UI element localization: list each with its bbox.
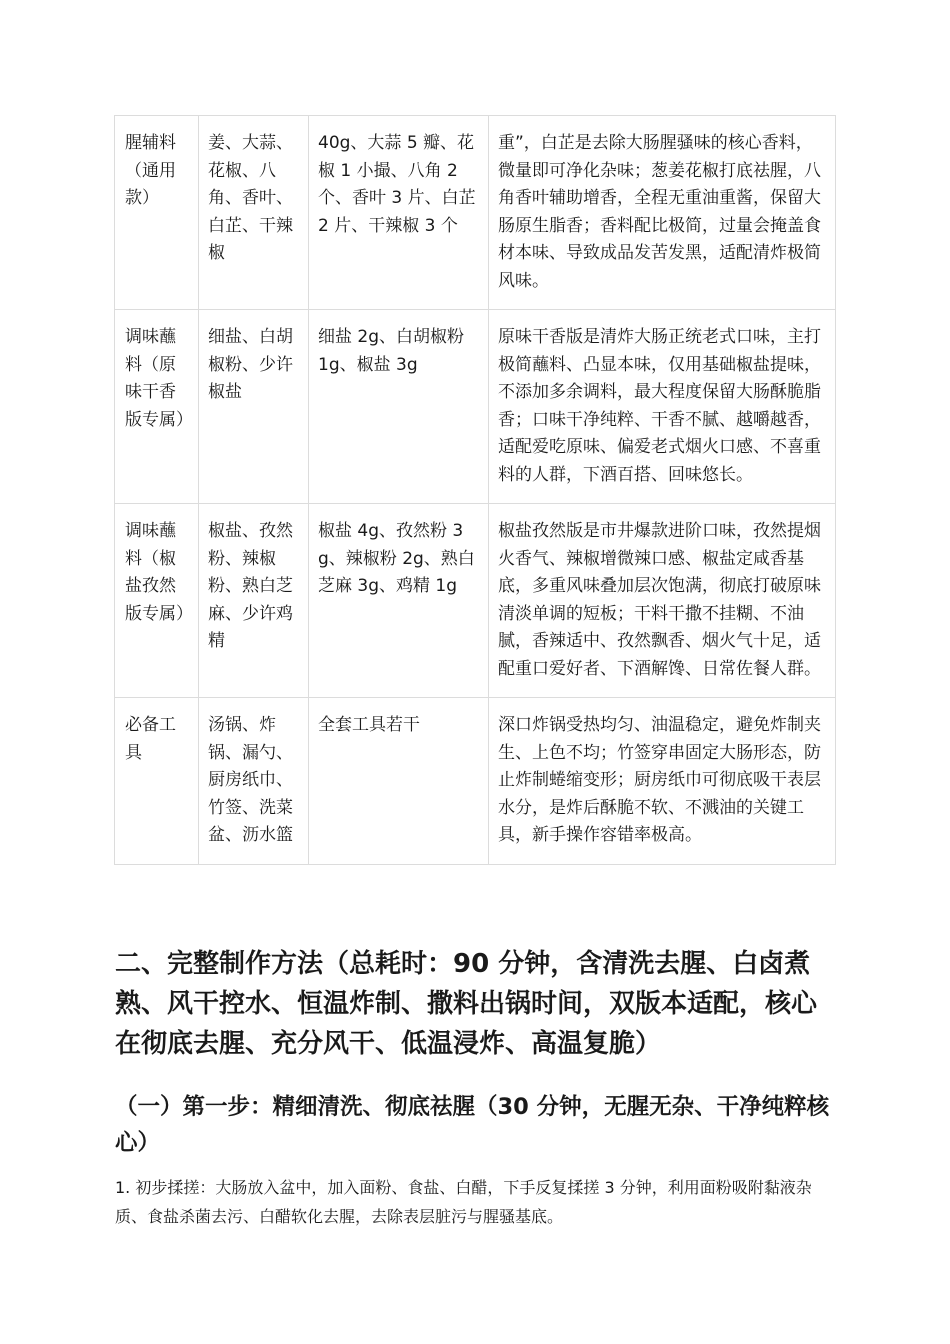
ingredients-table (114, 115, 836, 865)
table-cell-amount: 40g、大蒜 5 瓣、花椒 1 小撮、八角 2 个、香叶 3 片、白芷 2 片、干辣椒 3 个 (309, 116, 489, 310)
table-cell-items: 姜、大蒜、花椒、八角、香叶、白芷、干辣椒 (199, 116, 309, 310)
table-cell-amount: 细盐 2g、白胡椒粉 1g、椒盐 3g (309, 310, 489, 504)
section-heading: 二、完整制作方法（总耗时：90 分钟，含清洗去腥、白卤煮熟、风干控水、恒温炸制、撒料出锅时间，双版本适配，核心在彻底去腥、充分风干、低温浸炸、高温复脆） (115, 949, 818, 1059)
table-cell-name: 腥辅料（通用款） (115, 116, 199, 310)
table-cell-amount: 全套工具若干 (309, 698, 489, 865)
table-cell-items: 汤锅、炸锅、漏勺、厨房纸巾、竹签、洗菜盆、沥水篮 (199, 698, 309, 865)
table-row (115, 698, 836, 865)
table-row (115, 310, 836, 504)
subsection-heading: （一）第一步：精细清洗、彻底祛腥（30 分钟，无腥无杂、干净纯粹核心） (115, 1094, 830, 1156)
table-cell-items: 细盐、白胡椒粉、少许椒盐 (199, 310, 309, 504)
table-row (115, 504, 836, 698)
table-cell-note: 重”，白芷是去除大肠腥骚味的核心香料，微量即可净化杂味；葱姜花椒打底祛腥，八角香叶辅助增香，全程无重油重酱，保留大肠原生脂香；香料配比极简，过量会掩盖食材本味、导致成品发苦发黑，适配清炸极简风味。 (489, 116, 836, 310)
table-cell-amount: 椒盐 4g、孜然粉 3g、辣椒粉 2g、熟白芝麻 3g、鸡精 1g (309, 504, 489, 698)
step-paragraph: 1. 初步揉搓：大肠放入盆中，加入面粉、食盐、白醋，下手反复揉搓 3 分钟，利用面粉吸附黏液杂质、食盐杀菌去污、白醋软化去腥，去除表层脏污与腥骚基底。 (115, 1178, 812, 1226)
table-cell-items: 椒盐、孜然粉、辣椒粉、熟白芝麻、少许鸡精 (199, 504, 309, 698)
table-cell-name: 调味蘸料（原味干香版专属） (115, 310, 199, 504)
table-cell-note: 椒盐孜然版是市井爆款进阶口味，孜然提烟火香气、辣椒增微辣口感、椒盐定咸香基底，多重风味叠加层次饱满，彻底打破原味清淡单调的短板；干料干撒不挂糊、不油腻，香辣适中、孜然飘香、烟火气十足，适配重口爱好者、下酒解馋、日常佐餐人群。 (489, 504, 836, 698)
table-cell-name: 必备工具 (115, 698, 199, 865)
table-cell-note: 深口炸锅受热均匀、油温稳定，避免炸制夹生、上色不均；竹签穿串固定大肠形态，防止炸制蜷缩变形；厨房纸巾可彻底吸干表层水分，是炸后酥脆不软、不溅油的关键工具，新手操作容错率极高。 (489, 698, 836, 865)
table-row (115, 116, 836, 310)
table-cell-name: 调味蘸料（椒盐孜然版专属） (115, 504, 199, 698)
table-cell-note: 原味干香版是清炸大肠正统老式口味，主打极简蘸料、凸显本味，仅用基础椒盐提味，不添加多余调料，最大程度保留大肠酥脆脂香；口味干净纯粹、干香不腻、越嚼越香，适配爱吃原味、偏爱老式烟火口感、不喜重料的人群，下酒百搭、回味悠长。 (489, 310, 836, 504)
